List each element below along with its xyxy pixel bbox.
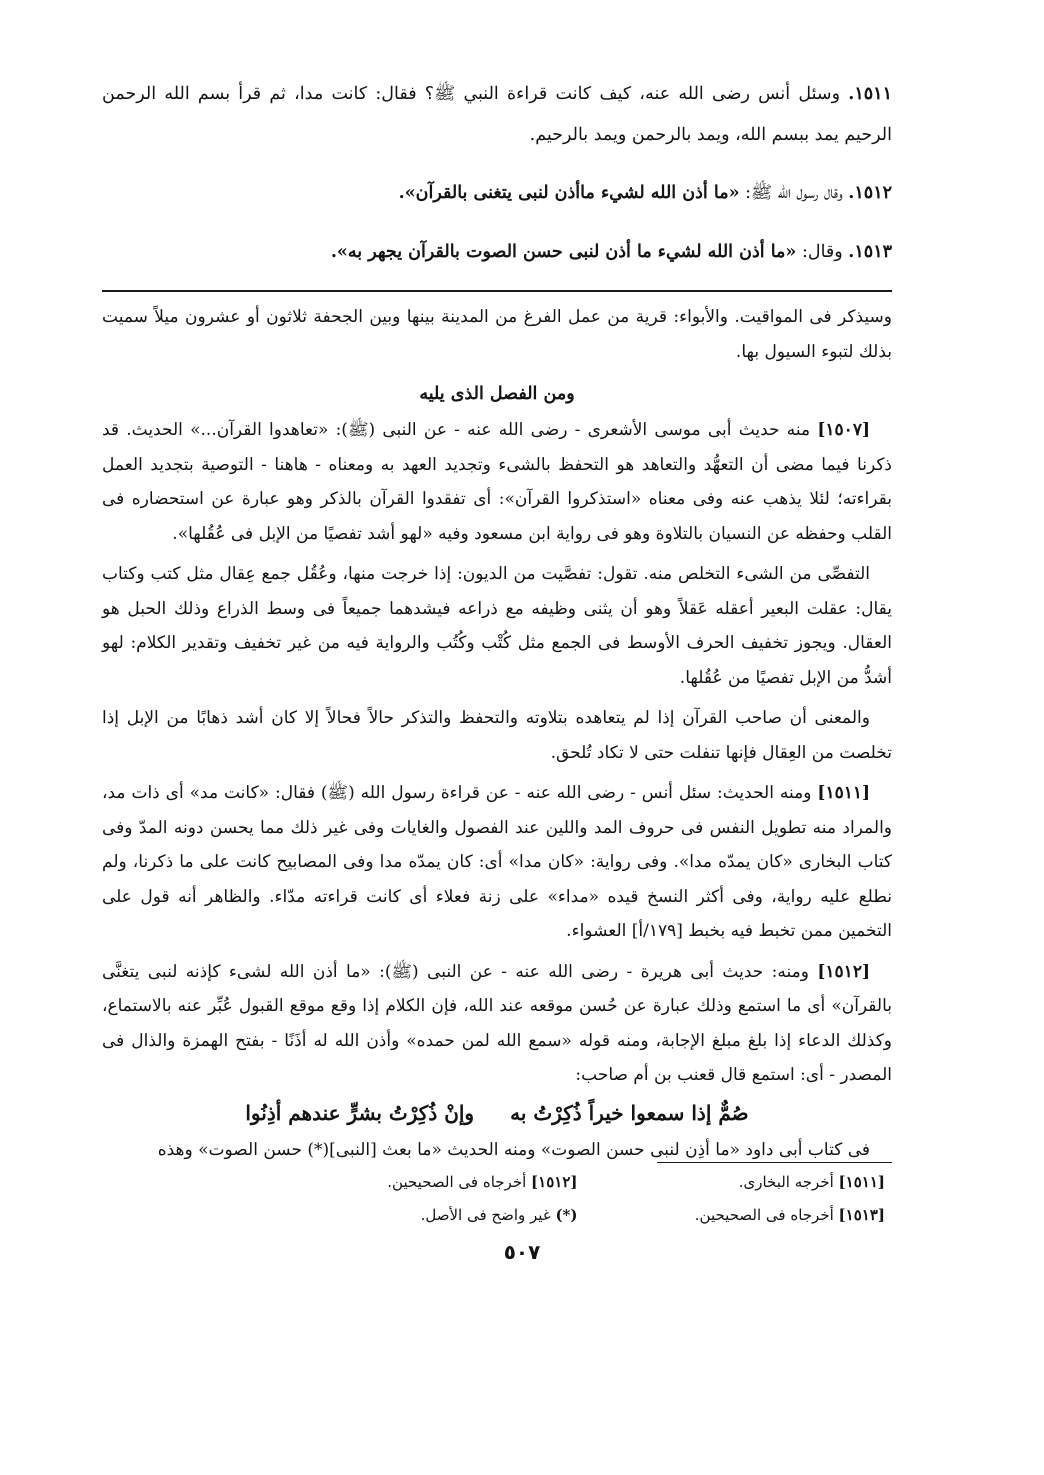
page-number: ٥٠٧ — [503, 1240, 541, 1264]
commentary-1512 — [102, 955, 892, 1093]
commentary-number: [١٥١٢] — [817, 961, 870, 982]
commentary-intro: وسيذكر فى المواقيت. والأبواء: قرية من عمل الفرغ من المدينة بينها وبين الجحفة ثلاثون أو عشرون ميلاً سميت بذلك لتبوء السيول بها. — [102, 307, 892, 362]
commentary-number: [١٥١١] — [817, 783, 871, 803]
hadith-1511 — [102, 74, 892, 156]
hadith-text: وقال رسول الله ﷺ: — [745, 183, 843, 203]
footnote — [638, 1199, 886, 1232]
footnote-ref: [١٥١٢] — [531, 1173, 578, 1191]
document-page — [102, 56, 892, 1167]
commentary-text: منه حديث أبى موسى الأشعرى - رضى الله عنه - عن النبى (ﷺ): «تعاهدوا القرآن...» الحديث. قد ذكرنا فيما مضى أن التعهُّد والتعاهد هو التحفظ بالشىء وتجديد العهد به ومعناه - هاهنا - التوصية بتجديد العمل بقراءته؛ لئلا يذهب عنه وفى معناه «استذكروا القرآن»: أى تفقدوا القرآن بالذكر وهو عبارة عن استحضاره فى القلب وحفظه عن النسيان بالتلاوة وهو فى رواية ابن مسعود وفيه «لهو أشد تفصيًا من الإبل فى عُقُلها». — [102, 420, 892, 544]
paragraph-tafassi: التفصِّى من الشىء التخلص منه. تقول: تفصَّيت من الديون: إذا خرجت منها، وعُقُل جمع عِقال مثل كتب وكتاب يقال: عقلت البعير أعقله عَقلاً وهو أن يثنى وظيفه مع ذراعه فيشدهما جميعاً فى وسط الذراع وذلك الحبل هو العقال. ويجوز تخفيف الحرف الأوسط فى الجمع مثل كُتْب وكُتُب والرواية فيه من غير تخفيف وتقدير الكلام: لهو أشدُّ من الإبل تفصيًا من عُقُلها. — [102, 564, 892, 688]
hadith-text: وسئل أنس رضى الله عنه، كيف كانت قراءة النبي ﷺ؟ فقال: كانت مدا، ثم قرأ بسم الله الرحمن الرحيم يمد ببسم الله، ويمد بالرحمن ويمد بالرحيم. — [102, 83, 892, 145]
hadith-1512 — [102, 173, 892, 214]
footnotes — [330, 1166, 885, 1232]
poem-hemistich-second: وإنْ ذُكِرْتُ بشرٍّ عندهم أذِنُوا — [245, 1100, 475, 1125]
section-title: ومن الفصل الذى يليه — [419, 384, 575, 404]
footnote-text: أخرجاه فى الصحيحين. — [694, 1206, 834, 1224]
hadith-number: ١٥١١. — [848, 83, 892, 104]
hadith-number: ١٥١٣. — [848, 241, 892, 262]
hadith-1513 — [102, 232, 892, 273]
poem-verse — [102, 1093, 892, 1133]
paragraph-meaning: والمعنى أن صاحب القرآن إذا لم يتعاهده بتلاوته والتحفظ والتذكر حالاً فحالاً إلا كان أشد ذهابًا من الإبل إذا تخلصت من العِقال فإنها تنفلت حتى لا تكاد تُلحق. — [102, 708, 892, 763]
footnote-text: أخرجاه فى الصحيحين. — [387, 1173, 527, 1191]
commentary-1511 — [102, 776, 892, 949]
hadith-number: ١٥١٢. — [848, 183, 892, 203]
footnote-ref: [١٥١٣] — [838, 1206, 885, 1224]
footnote-divider — [657, 1162, 892, 1163]
footnote-ref: (*) — [555, 1206, 578, 1224]
commentary-1507 — [102, 413, 892, 551]
footnote-ref: [١٥١١] — [838, 1173, 885, 1191]
footnote-text: غير واضح فى الأصل. — [420, 1206, 551, 1224]
poem-hemistich-first: صُمٌّ إذا سمعوا خيراً ذُكِرْتُ به — [510, 1100, 749, 1125]
footnote — [330, 1199, 578, 1232]
paragraph-last: فى كتاب أبى داود «ما أذِن لنبى حسن الصوت» ومنه الحديث «ما بعث [النبى](*) حسن الصوت» وهذه — [157, 1139, 870, 1160]
commentary-number: [١٥٠٧] — [817, 420, 870, 440]
section-divider — [102, 290, 892, 292]
hadith-quote: «ما أذن الله لشيء ماأذن لنبى يتغنى بالقرآن». — [398, 183, 740, 203]
footnote — [330, 1166, 578, 1199]
footnote-text: أخرجه البخارى. — [738, 1173, 834, 1191]
hadith-text: وقال: — [801, 241, 843, 262]
footnote — [638, 1166, 886, 1199]
commentary-text: ومنه الحديث: سئل أنس - رضى الله عنه - عن قراءة رسول الله (ﷺ) فقال: «كانت مد» أى ذات مد، والمراد منه تطويل النفس فى حروف المد واللين عند الفصول والغايات وفى غير ذلك مما يحسن دونه المدّ وفى كتاب البخارى «كان يمدّه مدا». وفى رواية: «كان مدا» أى: كان يمدّه مدا وفى المصابيح كانت على ما ذكرنا، ولم نطلع عليه رواية، وفى أكثر النسخ قيده «مداء» على زنة فعلاء أى كانت قراءته مدّاء. والظاهر أنه قول على التخمين ممن تخبط فيه بخبط [١٧٩/أ] العشواء. — [102, 783, 892, 941]
hadith-quote: «ما أذن الله لشيء ما أذن لنبى حسن الصوت بالقرآن يجهر به». — [330, 241, 797, 262]
commentary-text: ومنه: حديث أبى هريرة - رضى الله عنه - عن النبى (ﷺ): «ما أذن الله لشىء كإذنه لنبى يتغنَّى بالقرآن» أى ما استمع وذلك عبارة عن حُسن موقعه عند الله، فإن الكلام إذا وقع موقع القبول عُبِّر عنه بالاستماع، وكذلك الدعاء إذا بلغ مبلغ الإجابة، ومنه قوله «سمع الله لمن حمده» وأذن الله له أذَنًا - بفتح الهمزة والذال فى المصدر - أى: استمع قال قعنب بن أم صاحب: — [102, 961, 892, 1085]
